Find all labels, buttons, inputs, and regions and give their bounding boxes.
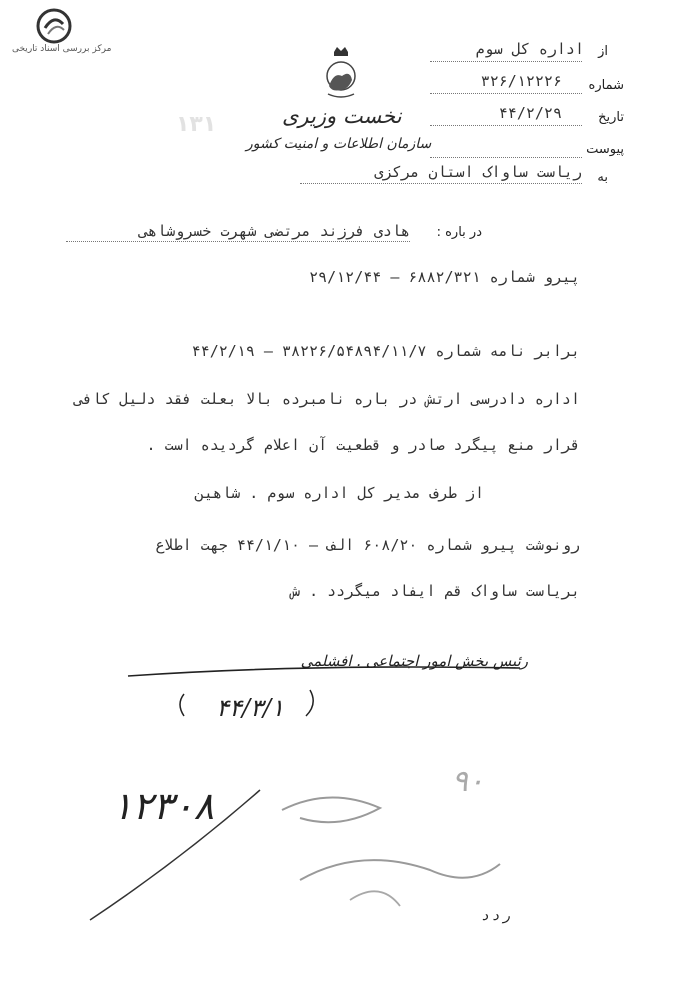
to-value: ریاست ساواک استان مرکزی — [374, 163, 582, 181]
pencil-scribble-3 — [350, 891, 400, 906]
handwritten-file-number: ۱۲۳۰۸ — [111, 784, 214, 828]
date-value: ۴۴/۲/۲۹ — [498, 104, 562, 122]
from-label: از — [598, 44, 608, 59]
body-line-2: اداره دادرسی ارتش در باره نامبرده بالا بعلت فقد دلیل کافی — [74, 390, 580, 408]
letterhead-title: نخست وزیری — [282, 104, 402, 128]
pencil-note: ۹۰ — [451, 764, 484, 799]
from-dotline — [430, 60, 582, 62]
archive-logo-icon — [36, 8, 72, 44]
handwritten-date-note: ۴۴/۳/۱ — [216, 694, 284, 722]
pencil-scribble-2 — [300, 860, 500, 880]
number-value: ۳۲۶/۱۲۲۲۶ — [480, 72, 562, 90]
from-value: اداره کل سوم — [475, 40, 584, 58]
attachment-label: پیوست — [586, 142, 624, 157]
body-line-6: بریاست ساواک قم ایفاد میگردد . ش — [291, 582, 580, 600]
pencil-scribble-1 — [282, 797, 380, 822]
body-line-3: قرار منع پیگرد صادر و قطعیت آن اعلام گردیده است . — [146, 436, 580, 454]
handwritten-signature-line: رئیس بخش امور اجتماعی . افشلمی — [300, 652, 528, 670]
number-label: شماره — [588, 78, 624, 93]
body-line-1: برابر نامه شماره ۳۸۲۲۶/۵۴۸۹۴/۱۱/۷ — ۴۴/۲/۱۹ — [191, 342, 580, 360]
body-line-4: از طرف مدیر کل اداره سوم . شاهین — [195, 484, 484, 502]
subject-dotline — [66, 240, 410, 242]
to-dotline — [300, 182, 582, 184]
to-label: به — [597, 170, 608, 185]
margin-stamp: ۱۳۱ — [176, 112, 217, 137]
attachment-dotline — [430, 156, 582, 158]
subject-label: در باره : — [436, 225, 482, 240]
letterhead-subtitle: سازمان اطلاعات و امنیت کشور — [246, 136, 432, 152]
body-line-5: رونوشت پیرو شماره ۶۰۸/۲۰ الف — ۴۴/۱/۱۰ جهت اطلاع — [155, 536, 580, 554]
number-dotline — [430, 92, 582, 94]
date-dotline — [430, 124, 582, 126]
date-label: تاریخ — [598, 110, 624, 125]
watermark-text: مرکز بررسی اسناد تاریخی — [12, 44, 112, 54]
lion-and-sun-crown-emblem-icon — [318, 46, 364, 102]
reference-line: پیرو شماره ۶۸۸۲/۳۲۱ — ۲۹/۱۲/۴۴ — [309, 268, 580, 286]
handwritten-initials: ر د د — [481, 908, 510, 924]
subject-value: هادی فرزند مرتضی شهرت خسروشاهی — [139, 222, 410, 240]
